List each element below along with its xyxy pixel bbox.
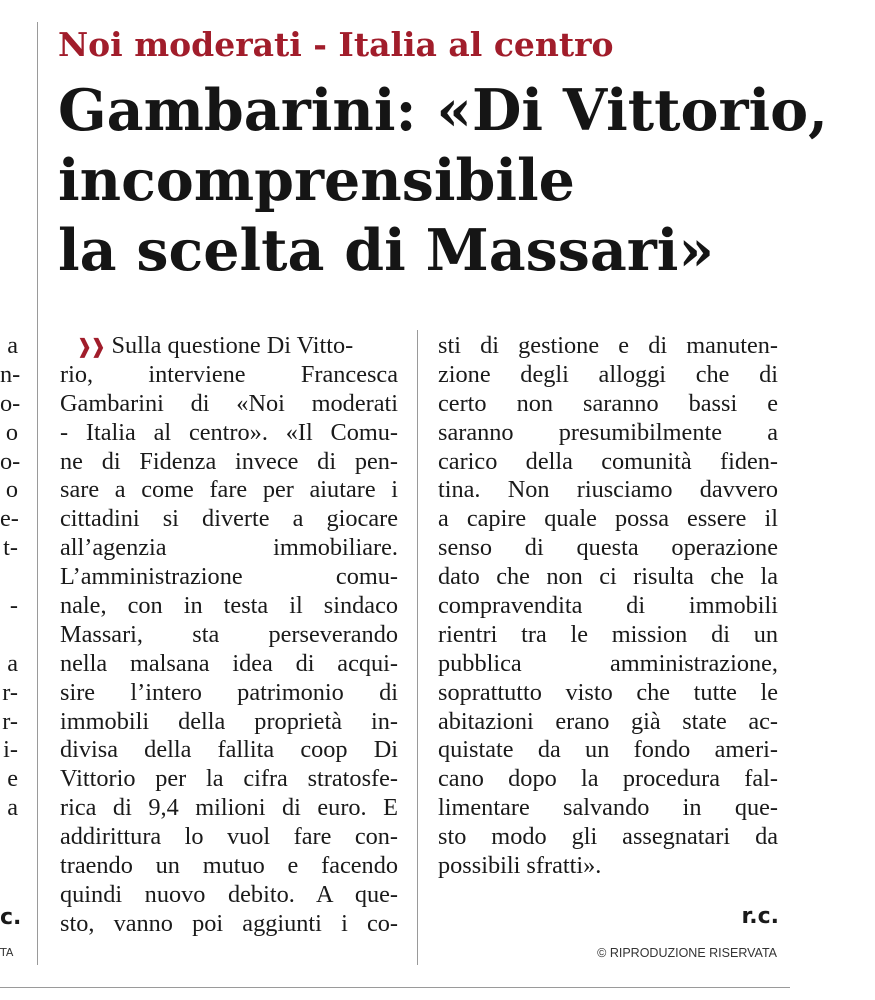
previous-article-signature: c.	[0, 905, 22, 930]
bottom-rule	[0, 987, 790, 988]
article-kicker: Noi moderati - Italia al centro	[58, 25, 614, 64]
body-text-line: possibili sfratti».	[438, 852, 602, 880]
body-text-line	[60, 332, 398, 361]
headline-line: incomprensibile	[58, 147, 575, 214]
body-text-line: certo non saranno bassi e	[438, 389, 778, 417]
body-text-line: addirittura lo vuol fare con-	[60, 823, 398, 851]
previous-article-line-fragment: a	[7, 794, 18, 822]
previous-article-line-fragment	[0, 621, 18, 650]
body-text-line-content: Sulla questione Di Vitto-	[111, 332, 354, 359]
body-text-line: ne di Fidenza invece di pen-	[60, 447, 398, 475]
headline-line: Gambarini: «Di Vittorio,	[58, 77, 829, 144]
body-text-line: all’agenzia immobiliare.	[60, 534, 398, 562]
previous-article-line-fragment: a	[7, 332, 18, 359]
previous-article-line-fragment: t-	[3, 534, 18, 562]
body-text-line: soprattutto visto che tutte le	[438, 678, 778, 706]
body-text-line: sto, vanno poi aggiunti i co-	[60, 909, 398, 937]
body-text-line: sire l’intero patrimonio di	[60, 678, 398, 706]
body-text-line: pubblica amministrazione,	[438, 649, 778, 677]
column-divider-middle	[417, 330, 418, 965]
body-text-line: cittadini si diverte a giocare	[60, 505, 398, 533]
body-text-line: tina. Non riusciamo davvero	[438, 476, 778, 504]
body-text-line: nella malsana idea di acqui-	[60, 649, 398, 677]
body-text-line: dato che non ci risulta che la	[438, 563, 778, 591]
body-text-line: cano dopo la procedura fal-	[438, 765, 778, 793]
body-text-line: senso di questa operazione	[438, 534, 778, 562]
body-text-line: Massari, sta perseverando	[60, 620, 398, 648]
previous-article-line-fragment: o-	[0, 447, 21, 475]
previous-article-line-fragment: n-	[0, 360, 21, 388]
previous-article-line-fragment: i-	[3, 736, 18, 764]
previous-article-column	[0, 332, 21, 823]
body-text-line: Gambarini di «Noi moderati	[60, 389, 398, 417]
body-text-line: traendo un mutuo e facendo	[60, 852, 398, 880]
previous-article-line-fragment: e	[7, 765, 18, 793]
body-text-line: rio, interviene Francesca	[60, 360, 398, 388]
article-body-column-left	[60, 332, 398, 939]
copyright-notice: © RIPRODUZIONE RISERVATA	[597, 946, 777, 960]
body-text-line: immobili della proprietà in-	[60, 707, 398, 735]
previous-article-line-fragment: o	[5, 476, 18, 504]
previous-article-rights: TA	[0, 946, 14, 959]
body-text-line: rica di 9,4 milioni di euro. E	[60, 794, 398, 822]
previous-article-line-fragment: e-	[0, 505, 19, 533]
body-text-line: compravendita di immobili	[438, 592, 778, 620]
body-text-line: nale, con in testa il sindaco	[60, 592, 398, 620]
headline-line: la scelta di Massari»	[58, 217, 715, 284]
body-text-line: quistate da un fondo ameri-	[438, 736, 778, 764]
previous-article-line-fragment: r-	[2, 707, 18, 735]
article-headline	[58, 76, 828, 286]
body-text-line: carico della comunità fiden-	[438, 447, 778, 475]
body-text-line: divisa della fallita coop Di	[60, 736, 398, 764]
author-signature: r.c.	[741, 904, 779, 929]
body-text-line: sto modo gli assegnatari da	[438, 823, 778, 851]
body-text-line: abitazioni erano già state ac-	[438, 707, 778, 735]
previous-article-line-fragment: -	[9, 592, 18, 620]
previous-article-line-fragment: a	[7, 649, 18, 677]
body-text-line: quindi nuovo debito. A que-	[60, 880, 398, 908]
body-text-line: saranno presumibilmente a	[438, 418, 778, 446]
quote-marker-icon: ❱❱	[76, 334, 104, 358]
body-text-line: a capire quale possa essere il	[438, 505, 778, 533]
column-divider-left	[37, 22, 38, 965]
body-text-line: sare a come fare per aiutare i	[60, 476, 398, 504]
body-text-line: L’amministrazione comu-	[60, 563, 398, 591]
body-text-line: limentare salvando in que-	[438, 794, 778, 822]
body-text-line: sti di gestione e di manuten-	[438, 332, 778, 359]
previous-article-line-fragment: o-	[0, 389, 21, 417]
body-text-line: rientri tra le mission di un	[438, 620, 778, 648]
body-text-line: - Italia al centro». «Il Comu-	[60, 418, 398, 446]
body-text-line: Vittorio per la cifra stratosfe-	[60, 765, 398, 793]
previous-article-line-fragment: r-	[2, 678, 18, 706]
body-text-line: zione degli alloggi che di	[438, 360, 778, 388]
previous-article-line-fragment: o	[5, 418, 18, 446]
article-body-column-right	[438, 332, 778, 881]
previous-article-line-fragment	[0, 563, 18, 592]
